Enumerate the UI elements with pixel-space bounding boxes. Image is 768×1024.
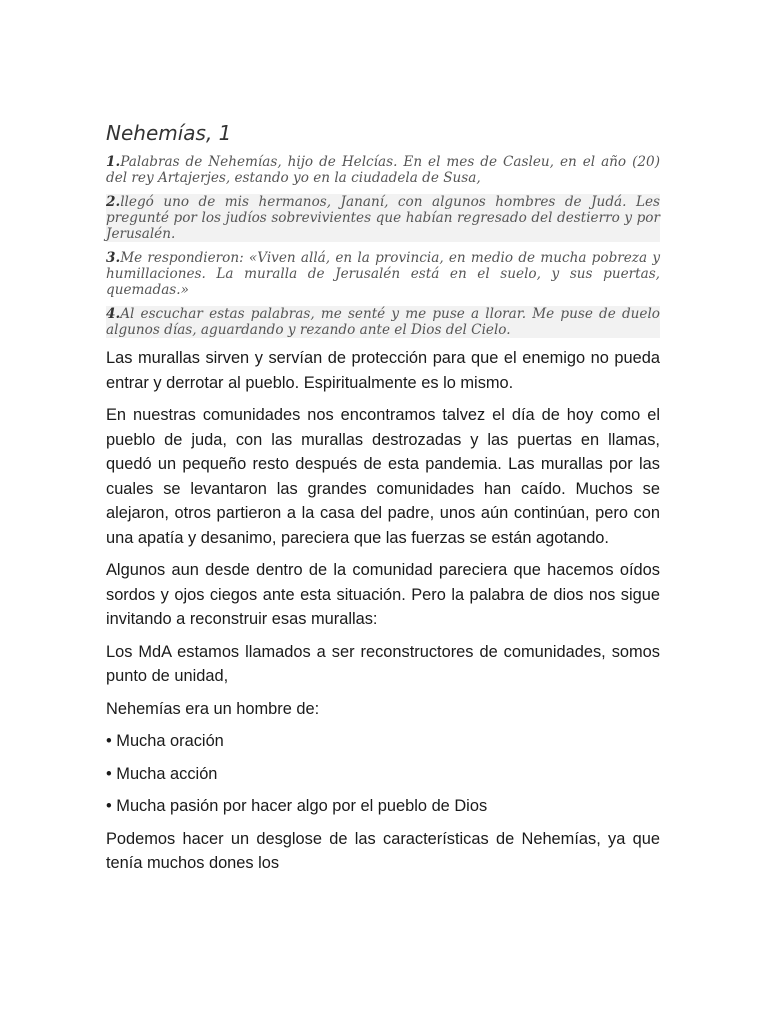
verse-number: 1.: [106, 154, 121, 170]
verse-4: [106, 306, 660, 338]
bullet-item: • Mucha oración: [106, 732, 224, 750]
verse-number: 2.: [106, 194, 121, 210]
verse-text: Al escuchar estas palabras, me senté y me puse a llorar. Me puse de duelo algunos días, aguardando y rezando ante el Dios del Cielo.: [106, 306, 660, 338]
verse-text: Palabras de Nehemías, hijo de Helcías. En el mes de Casleu, en el año (20) del rey Artajerjes, estando yo en la ciudadela de Susa,: [106, 154, 660, 186]
body-paragraph: Algunos aun desde dentro de la comunidad pareciera que hacemos oídos sordos y ojos ciegos ante esta situación. Pero la palabra de dios nos sigue invitando a reconstruir esas murallas:: [106, 561, 660, 628]
verse-2: [106, 194, 660, 242]
verse-number: 3.: [106, 250, 121, 266]
verse-text: Me respondieron: «Viven allá, en la provincia, en medio de mucha pobreza y humillaciones. La muralla de Jerusalén está en el suelo, y sus puertas, quemadas.»: [106, 250, 660, 298]
verse-1: [106, 154, 660, 186]
verse-number: 4.: [106, 306, 121, 322]
body-paragraph: En nuestras comunidades nos encontramos talvez el día de hoy como el pueblo de juda, con las murallas destrozadas y las puertas en llamas, quedó un pequeño resto después de esta pandemia. Las murallas por las cuales se levantaron las grandes comunidades han caído. Muchos se alejaron, otros partieron a la casa del padre, unos aún continúan, pero con una apatía y desanimo, pareciera que las fuerzas se están agotando.: [106, 406, 660, 547]
verse-text: llegó uno de mis hermanos, Jananí, con algunos hombres de Judá. Les pregunté por los judíos sobrevivientes que habían regresado del destierro y por Jerusalén.: [106, 194, 660, 242]
document-page: [106, 120, 660, 884]
bullet-item: • Mucha pasión por hacer algo por el pueblo de Dios: [106, 797, 488, 815]
body-paragraph: Las murallas sirven y servían de protección para que el enemigo no pueda entrar y derrotar al pueblo. Espiritualmente es lo mismo.: [106, 349, 660, 392]
page-title: Nehemías, 1: [106, 121, 232, 145]
body-paragraph: Podemos hacer un desglose de las características de Nehemías, ya que tenía muchos dones los: [106, 829, 660, 872]
verse-3: [106, 250, 660, 298]
body-paragraph: Los MdA estamos llamados a ser reconstructores de comunidades, somos punto de unidad,: [106, 642, 660, 685]
bullet-item: • Mucha acción: [106, 764, 218, 783]
body-paragraph: Nehemías era un hombre de:: [106, 699, 320, 718]
